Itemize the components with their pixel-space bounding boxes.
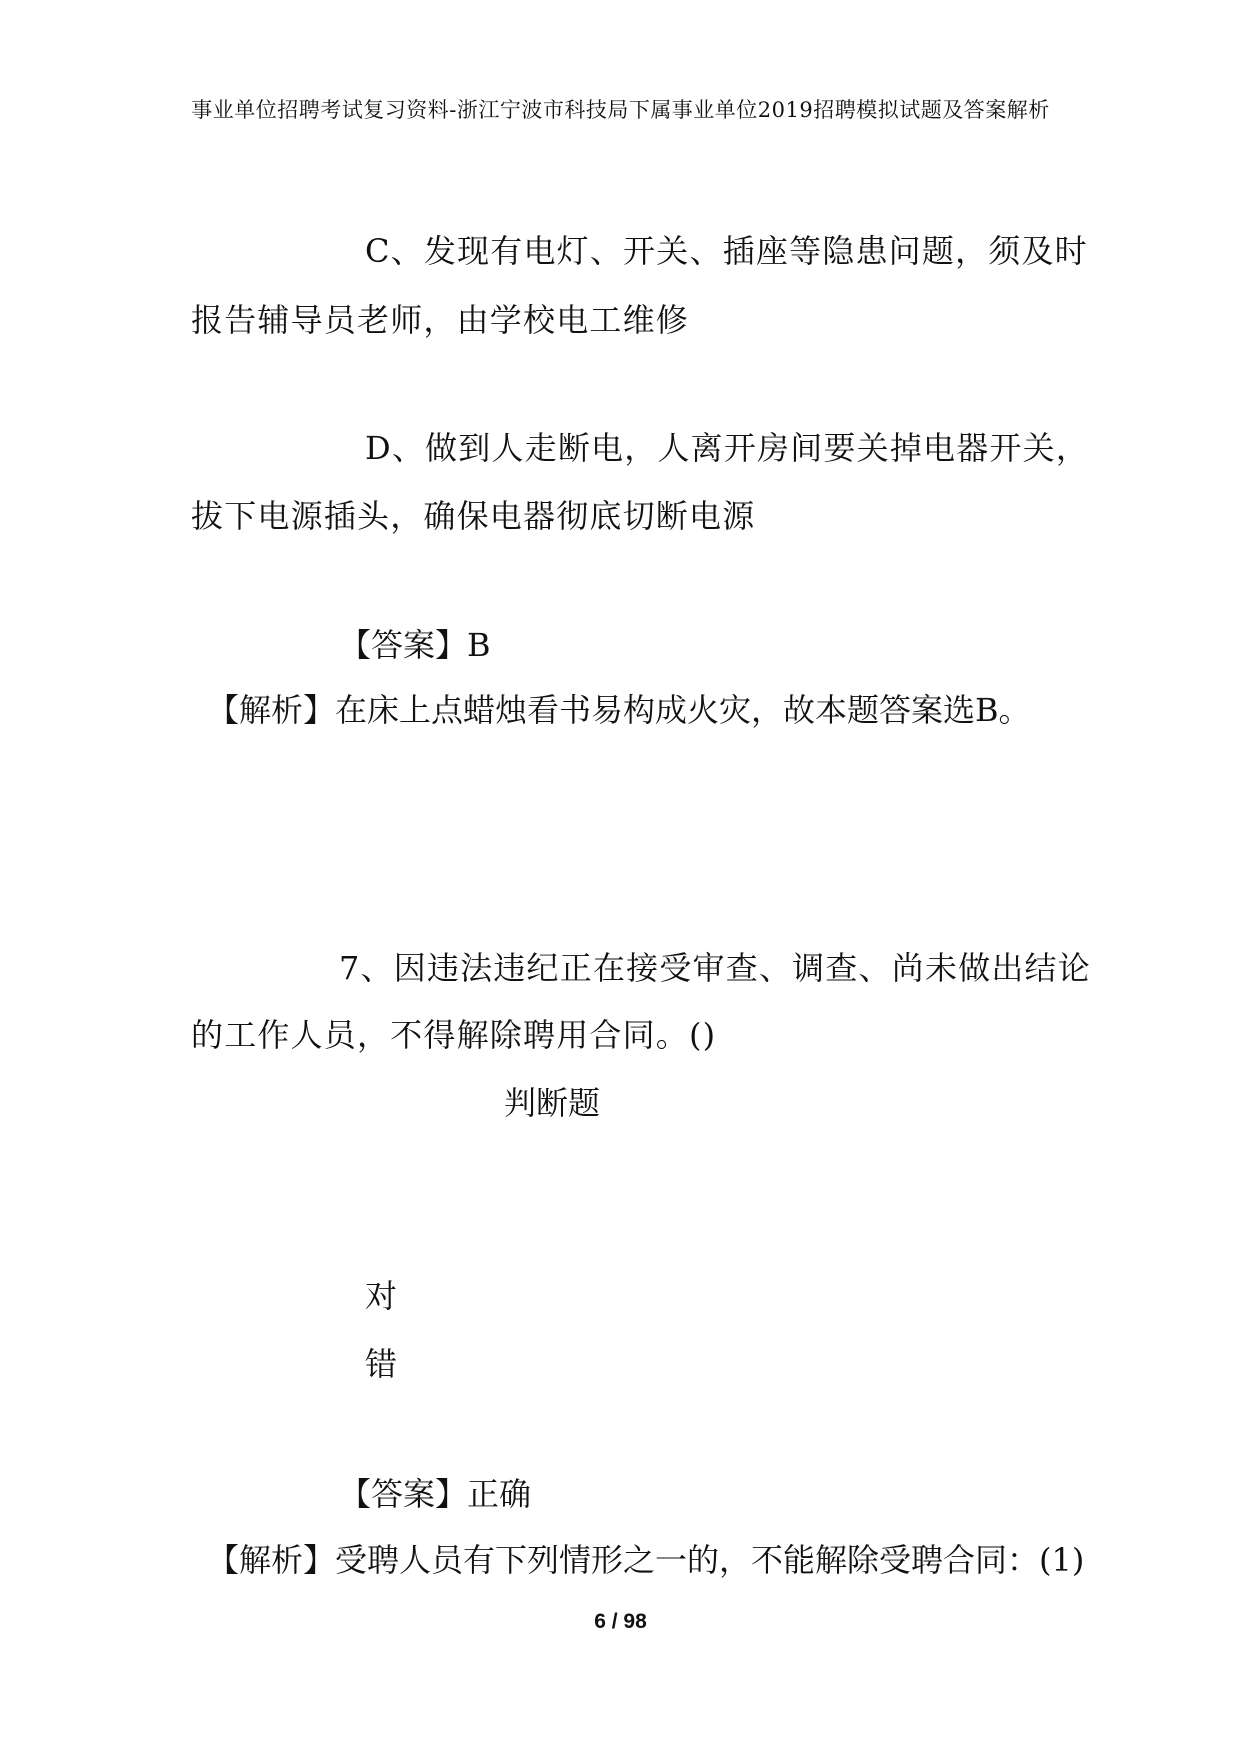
question-7-stem-line-1: 7、因违法违纪正在接受审查、调查、尚未做出结论 <box>339 949 1091 987</box>
explanation-q6: 【解析】在床上点蜡烛看书易构成火灾，故本题答案选B。 <box>207 691 1031 729</box>
choice-false: 错 <box>365 1345 398 1383</box>
option-d-line-2: 拔下电源插头，确保电器彻底切断电源 <box>191 497 756 535</box>
explanation-q7: 【解析】受聘人员有下列情形之一的，不能解除受聘合同：(1) <box>207 1541 1085 1579</box>
option-c-line-1: C、发现有电灯、开关、插座等隐患问题，须及时 <box>365 232 1088 270</box>
document-header: 事业单位招聘考试复习资料-浙江宁波市科技局下属事业单位2019招聘模拟试题及答案解析 <box>191 98 1050 122</box>
answer-q7: 【答案】正确 <box>339 1475 532 1513</box>
option-c-line-2: 报告辅导员老师，由学校电工维修 <box>191 301 690 339</box>
page-number: 6 / 98 <box>594 1610 647 1633</box>
choice-true: 对 <box>365 1277 398 1315</box>
answer-q6: 【答案】B <box>339 626 491 664</box>
question-type-label: 判断题 <box>504 1084 601 1122</box>
option-d-line-1: D、做到人走断电，人离开房间要关掉电器开关， <box>365 429 1090 467</box>
question-7-stem-line-2: 的工作人员，不得解除聘用合同。() <box>191 1016 717 1054</box>
